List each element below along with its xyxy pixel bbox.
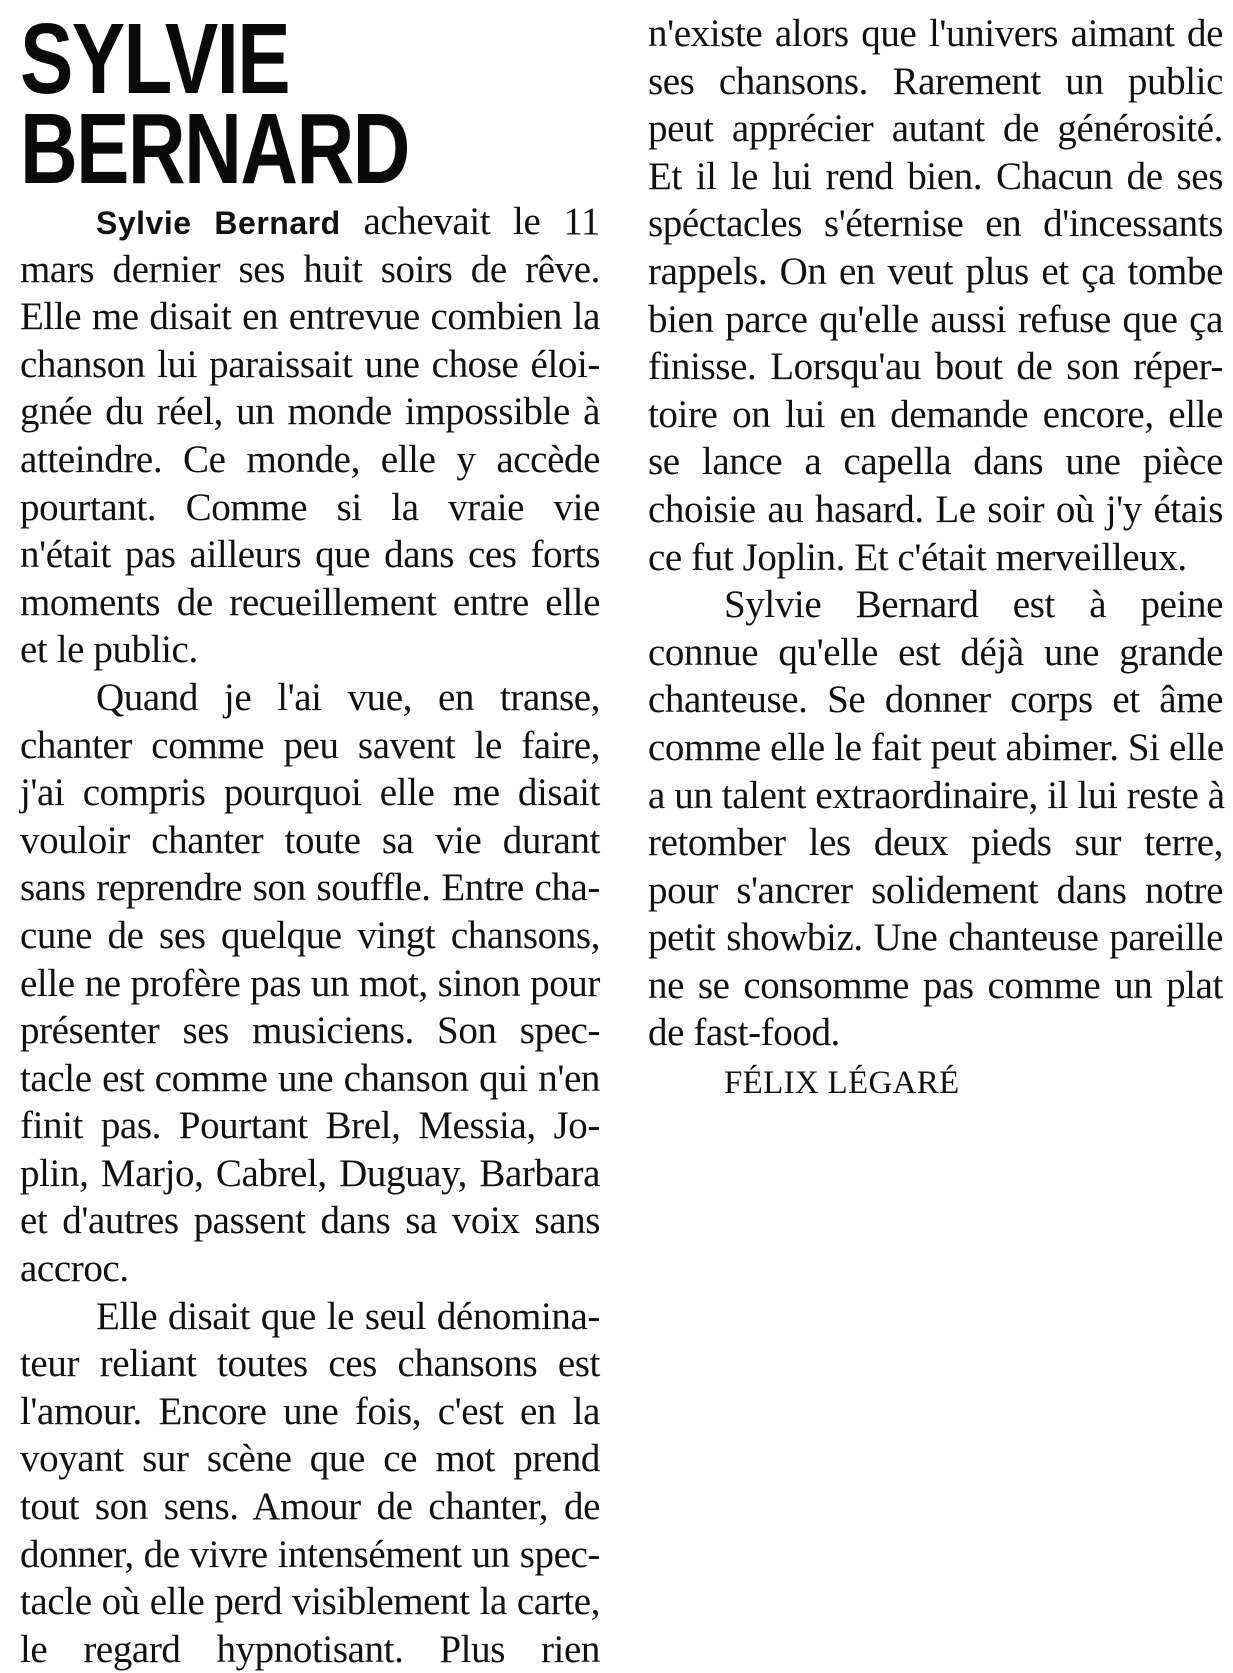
text-line: [20, 1150, 600, 1198]
text-line: [20, 293, 600, 341]
text-line: [648, 438, 1223, 486]
text-line: [648, 534, 1223, 582]
text-line: [648, 200, 1223, 248]
text-line: [20, 436, 600, 484]
text-line: [648, 867, 1223, 915]
text-line-content: tout son sens. Amour de chanter, de: [20, 1485, 600, 1529]
text-line: [20, 1483, 600, 1531]
text-line-content: l'amour. Encore une fois, c'est en la: [20, 1389, 600, 1433]
text-line-content: accroc.: [20, 1247, 129, 1291]
text-line-content: atteindre. Ce monde, elle y accède: [20, 437, 600, 481]
right-column: [648, 0, 1223, 1109]
text-line: [648, 962, 1223, 1010]
text-line: [648, 248, 1223, 296]
author-byline: FÉLIX LÉGARÉ: [724, 1065, 960, 1102]
right-column-text: [648, 10, 1223, 1057]
text-line: [20, 1055, 600, 1103]
text-line: [20, 1435, 600, 1483]
text-line: [648, 391, 1223, 439]
text-line-content: moments de recueillement entre elle: [20, 580, 600, 624]
text-line-content: tacle où elle perd visiblement la carte,: [20, 1580, 600, 1624]
text-line-content: connue qu'elle est déjà une grande: [648, 630, 1223, 674]
text-line: [20, 1578, 600, 1626]
text-line-content: présenter ses musiciens. Son spec-: [20, 1009, 600, 1053]
text-line-content: choisie au hasard. Le soir où j'y étais: [648, 487, 1223, 531]
text-line-content: plin, Marjo, Cabrel, Duguay, Barbara: [20, 1151, 600, 1195]
text-line-content: se lance a capella dans une pièce: [648, 440, 1223, 484]
text-line: [20, 579, 600, 627]
text-line-content: comme elle le fait peut abimer. Si elle: [648, 725, 1224, 769]
text-line: [20, 1102, 600, 1150]
text-line: [20, 341, 600, 389]
left-column-text: [20, 198, 600, 1673]
text-line-content: voyant sur scène que ce mot prend: [20, 1437, 600, 1481]
text-line-content: chanteuse. Se donner corps et âme: [648, 678, 1223, 722]
text-line: [20, 1626, 600, 1673]
text-line-content: ne se consomme pas comme un plat: [648, 963, 1223, 1007]
text-line-content: retomber les deux pieds sur terre,: [648, 821, 1223, 865]
text-line-content: chanter comme peu savent le faire,: [20, 723, 600, 767]
text-line: [20, 912, 600, 960]
text-line-content: j'ai compris pourquoi elle me disait: [20, 771, 600, 815]
text-line: [20, 1007, 600, 1055]
text-line: [648, 1009, 1223, 1057]
text-line-content: le regard hypnotisant. Plus rien: [20, 1627, 600, 1671]
text-line-content: chanson lui paraissait une chose éloi-: [20, 342, 600, 386]
text-line-content: mars dernier ses huit soirs de rêve.: [20, 247, 600, 291]
text-line-content: pourtant. Comme si la vraie vie: [20, 485, 600, 529]
text-line: [20, 246, 600, 294]
text-line-content: n'existe alors que l'univers aimant de: [648, 12, 1223, 55]
text-line: [20, 722, 600, 770]
text-line-content: peut apprécier autant de générosité.: [648, 107, 1223, 151]
text-line-content: ce fut Joplin. Et c'était merveilleux.: [648, 535, 1187, 579]
text-line: [648, 105, 1223, 153]
text-line-content: petit showbiz. Une chanteuse pareille: [648, 916, 1223, 960]
text-line-content: teur reliant toutes ces chansons est: [20, 1342, 600, 1386]
text-line: [20, 1197, 600, 1245]
text-line: [648, 296, 1223, 344]
text-line: [20, 388, 600, 436]
text-line: [20, 1245, 600, 1293]
text-line: [648, 629, 1223, 677]
text-line-content: cune de ses quelque vingt chansons,: [20, 913, 600, 957]
text-line-content: bien parce qu'elle aussi refuse que ça: [648, 297, 1223, 341]
article-headline: [20, 3, 484, 205]
text-line: [648, 486, 1223, 534]
text-line-content: rappels. On en veut plus et ça tombe: [648, 249, 1223, 293]
text-line: [20, 960, 600, 1008]
text-line-content: achevait le 11: [340, 200, 600, 243]
left-column: [20, 0, 600, 1673]
text-line: [648, 10, 1223, 58]
text-line-content: Et il le lui rend bien. Chacun de ses: [648, 154, 1223, 198]
text-line: [648, 676, 1223, 724]
text-line-content: finisse. Lorsqu'au bout de son réper-: [648, 345, 1223, 389]
text-line-content: et d'autres passent dans sa voix sans: [20, 1199, 600, 1243]
text-line: [648, 724, 1223, 772]
lead-name: Sylvie Bernard: [96, 205, 341, 241]
text-line-content: et le public.: [20, 628, 198, 672]
text-line-content: spéctacles s'éternise en d'incessants: [648, 202, 1223, 246]
text-line: [20, 198, 600, 246]
text-line: [20, 626, 600, 674]
text-line: [20, 484, 600, 532]
text-line-content: finit pas. Pourtant Brel, Messia, Jo-: [20, 1104, 600, 1148]
text-line-content: sans reprendre son souffle. Entre cha-: [20, 866, 600, 910]
headline-line: SYLVIE: [20, 3, 289, 115]
text-line: [648, 343, 1223, 391]
text-line-content: Quand je l'ai vue, en transe,: [96, 675, 600, 719]
text-line: [648, 772, 1223, 820]
text-line-content: tacle est comme une chanson qui n'en: [20, 1056, 600, 1100]
text-line-content: gnée du réel, un monde impossible à: [20, 390, 600, 434]
text-line: [20, 817, 600, 865]
headline-line: BERNARD: [20, 93, 409, 205]
text-line-content: Elle disait que le seul dénomina-: [96, 1294, 600, 1338]
text-line: [648, 581, 1223, 629]
text-line-content: elle ne profère pas un mot, sinon pour: [20, 961, 600, 1005]
text-line: [648, 153, 1223, 201]
text-line: [20, 1293, 600, 1341]
text-line: [20, 864, 600, 912]
text-line-content: ses chansons. Rarement un public: [648, 59, 1223, 103]
text-line: [648, 819, 1223, 867]
text-line: [20, 674, 600, 722]
text-line-content: toire on lui en demande encore, elle: [648, 392, 1223, 436]
text-line-content: n'était pas ailleurs que dans ces forts: [20, 533, 600, 577]
text-line-content: pour s'ancrer solidement dans notre: [648, 868, 1223, 912]
text-line-content: donner, de vivre intensément un spec-: [20, 1532, 600, 1576]
text-line: [20, 531, 600, 579]
text-line: [648, 914, 1223, 962]
text-line-content: de fast-food.: [648, 1011, 840, 1055]
text-line-content: vouloir chanter toute sa vie durant: [20, 818, 600, 862]
text-line-content: a un talent extraordinaire, il lui reste à: [648, 773, 1225, 817]
text-line-content: Sylvie Bernard est à peine: [724, 583, 1223, 627]
text-line: [20, 769, 600, 817]
text-line: [20, 1340, 600, 1388]
text-line: [648, 58, 1223, 106]
text-line-content: Elle me disait en entrevue combien la: [20, 295, 600, 339]
text-line: [20, 1531, 600, 1579]
text-line: [20, 1388, 600, 1436]
